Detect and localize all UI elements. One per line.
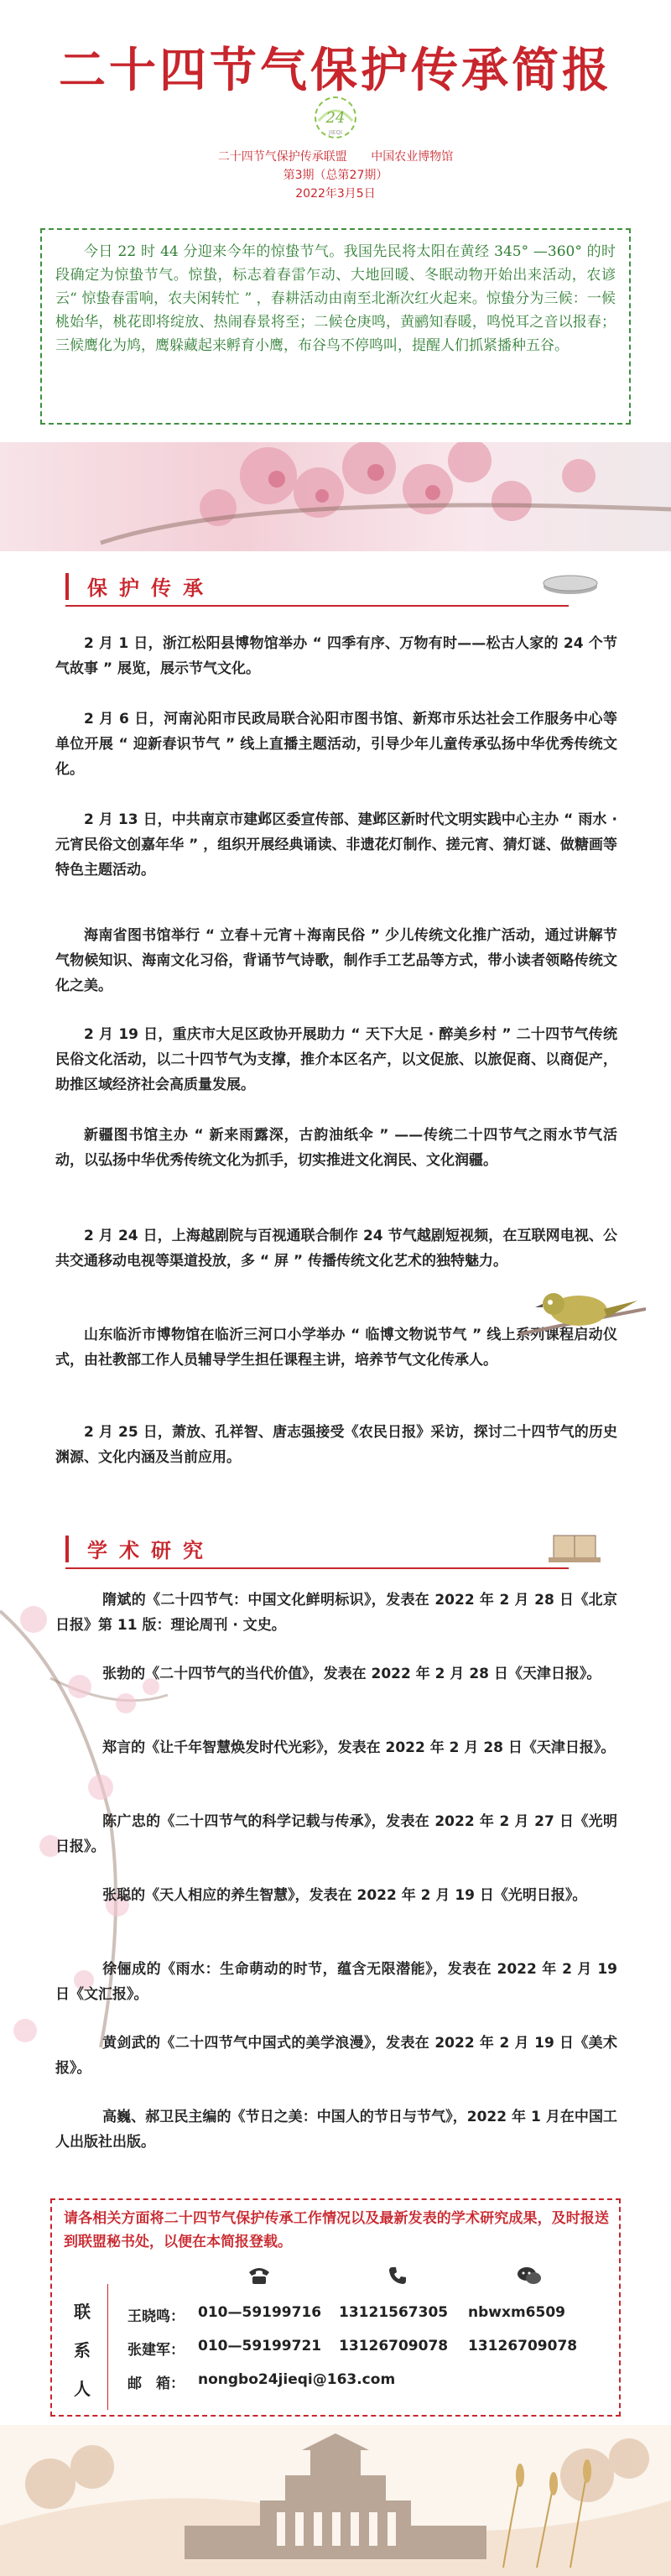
protect-item: 2 月 1 日，浙江松阳县博物馆举办 “ 四季有序、万物有时——松古人家的 24 个节气故事 ” 展览，展示节气文化。 <box>55 635 617 677</box>
contact-divider <box>107 2284 108 2410</box>
protect-item: 2 月 19 日，重庆市大足区政协开展助力 “ 天下大足 · 醉美乡村 ” 二十四节气传统民俗文化活动，以二十四节气为支撑，推介本区名产，以文促旅、以旅促商、以商促产，助推区域经济社会高质量发展。 <box>55 1026 617 1093</box>
contact-mobile: 13126709078 <box>339 2338 449 2354</box>
research-item: 郑言的《让千年智慧焕发时代光彩》，发表在 2022 年 2 月 28 日《天津日报》。 <box>102 1739 616 1756</box>
research-item: 黄剑武的《二十四节气中国式的美学浪漫》，发表在 2022 年 2 月 19 日《美术报》。 <box>55 2035 617 2077</box>
research-item: 张勃的《二十四节气的当代价值》，发表在 2022 年 2 月 28 日《天津日报》。 <box>102 1666 601 1682</box>
page-title: 二十四节气保护传承简报 <box>59 43 612 98</box>
research-item: 张聪的《天人相应的养生智慧》，发表在 2022 年 2 月 19 日《光明日报》。 <box>102 1887 587 1904</box>
protect-item: 2 月 24 日，上海越剧院与百视通联合制作 24 节气越剧短视频，在互联网电视、公共交通移动电视等渠道投放，多 “ 屏 ” 传播传统文化艺术的独特魅力。 <box>55 1228 617 1270</box>
contact-mobile: 13121567305 <box>339 2304 449 2321</box>
inkstone-icon <box>537 566 604 600</box>
section-protect-title: 保护传承 <box>87 576 215 600</box>
protect-item: 新疆图书馆主办 “ 新来雨露深，古韵油纸伞 ” ——传统二十四节气之雨水节气活动，以弘扬中华优秀传统文化为抓手，切实推进文化润民、文化润疆。 <box>55 1127 617 1169</box>
section-underline <box>65 605 569 607</box>
svg-text:JIEQI: JIEQI <box>328 129 343 136</box>
contact-wechat: 13126709078 <box>468 2338 578 2354</box>
contact-email: nongbo24jieqi@163.com <box>198 2371 396 2388</box>
research-item: 陈广忠的《二十四节气的科学记载与传承》，发表在 2022 年 2 月 27 日《光明日报》。 <box>55 1813 617 1855</box>
org-museum: 中国农业博物馆 <box>371 150 454 164</box>
peach-blossom-banner <box>0 442 671 551</box>
contact-phone: 010—59199716 <box>198 2304 322 2321</box>
contact-note: 请各相关方面将二十四节气保护传承工作情况以及最新发表的学术研究成果，及时报送到联盟秘书处，以便在本简报登载。 <box>64 2210 609 2250</box>
contact-label: 联系人 <box>74 2302 91 2399</box>
book-icon <box>545 1529 604 1566</box>
protect-item: 2 月 13 日，中共南京市建邺区委宣传部、建邺区新时代文明实践中心主办 “ 雨水 · 元宵民俗文创嘉年华 ” ，组织开展经典诵读、非遗花灯制作、搓元宵、猜灯谜、做糖画等特色主题活动。 <box>55 811 617 879</box>
contact-name: 王晓鸣： <box>127 2308 185 2325</box>
research-item: 徐俪成的《雨水：生命萌动的时节，蕴含无限潜能》，发表在 2022 年 2 月 19 日《文汇报》。 <box>55 1961 617 2003</box>
issue-date: 2022年3月5日 <box>295 187 376 201</box>
wechat-icon <box>517 2266 542 2286</box>
protect-item: 2 月 6 日，河南沁阳市民政局联合沁阳市图书馆、新郑市乐达社会工作服务中心等单位开展 “ 迎新春识节气 ” 线上直播主题活动，引导少年儿童传承弘扬中华优秀传统文化。 <box>55 711 617 778</box>
section-protect-header <box>0 566 671 608</box>
section-bar <box>65 573 69 600</box>
contact-phone: 010—59199721 <box>198 2338 322 2354</box>
contact-box <box>50 2198 621 2417</box>
intro-box: 今日 22 时 44 分迎来今年的惊蛰节气。我国先民将太阳在黄经 345° —360° 的时段确定为惊蛰节气。惊蛰，标志着春雷乍动、大地回暖、冬眠动物开始出来活动，农谚云“ 惊蛰春雷响，农夫闲转忙 ” ，春耕活动由南至北渐次红火起来。惊蛰分为三候：一候桃始华，桃花即将绽放、热闹春景将至；二候仓庚鸣，黄鹂知春暖，鸣悦耳之音以报春；三候鹰化为鸠，鹰躲藏起来孵育小鹰，布谷鸟不停鸣叫，提醒人们抓紧播种五谷。 <box>40 228 631 425</box>
issue-number: 第3期（总第27期） <box>283 169 388 182</box>
protect-item: 海南省图书馆举行 “ 立春＋元宵＋海南民俗 ” 少儿传统文化推广活动，通过讲解节气物候知识、海南文化习俗，背诵节气诗歌，制作手工艺品等方式，带小读者领略传统文化之美。 <box>55 927 617 994</box>
jieqi-logo-icon <box>310 92 361 143</box>
bird-on-branch-icon <box>520 1275 646 1351</box>
protect-item: 山东临沂市博物馆在临沂三河口小学举办 “ 临博文物说节气 ” 线上系列课程启动仪式，由社教部工作人员辅导学生担任课程主讲，培养节气文化传承人。 <box>55 1327 617 1369</box>
museum-building-illustration-icon <box>0 2425 671 2576</box>
section-research-title: 学术研究 <box>87 1539 215 1562</box>
publisher-orgs <box>0 148 671 164</box>
org-alliance: 二十四节气保护传承联盟 <box>217 150 347 164</box>
svg-text:24: 24 <box>325 109 346 127</box>
contact-wechat: nbwxm6509 <box>468 2304 565 2321</box>
research-item: 隋斌的《二十四节气：中国文化鲜明标识》，发表在 2022 年 2 月 28 日《北京日报》第 11 版：理论周刊 · 文史。 <box>55 1592 617 1634</box>
research-item: 高巍、郝卫民主编的《节日之美：中国人的节日与节气》，2022 年 1 月在中国工人出版社出版。 <box>55 2109 617 2151</box>
header <box>0 0 671 210</box>
email-label: 邮 箱： <box>127 2375 185 2392</box>
contact-name: 张建军： <box>127 2342 185 2359</box>
protect-item: 2 月 25 日，萧放、孔祥智、唐志强接受《农民日报》采访，探讨二十四节气的历史渊源、文化内涵及当前应用。 <box>55 1424 617 1466</box>
phone-handset-icon <box>388 2266 408 2286</box>
telephone-icon <box>247 2266 272 2286</box>
